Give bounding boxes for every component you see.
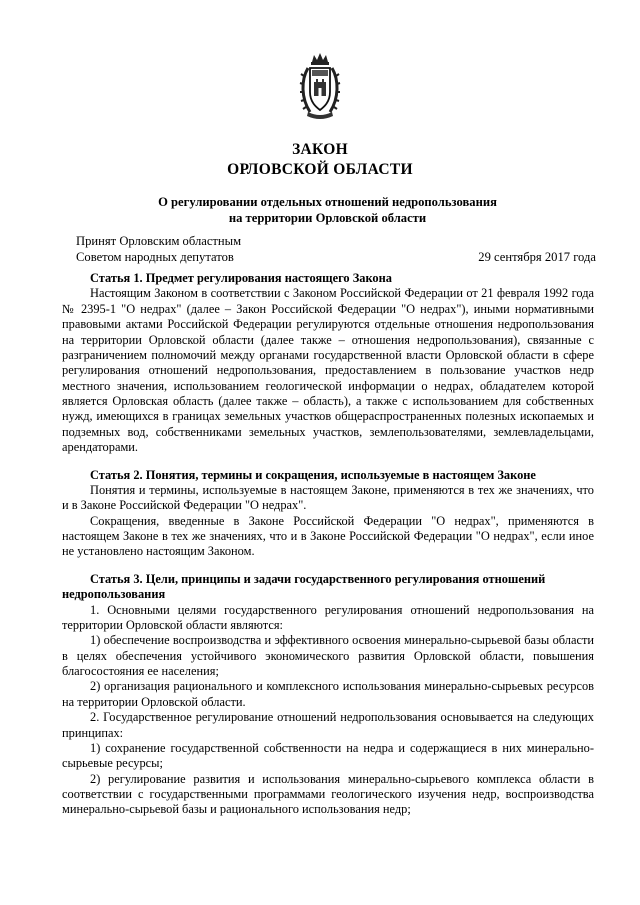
law-subtitle xyxy=(60,194,595,227)
law-region-title: ОРЛОВСКОЙ ОБЛАСТИ xyxy=(227,161,413,178)
adopted-by-line: Принят Орловским областным xyxy=(76,234,242,248)
law-body xyxy=(62,271,594,818)
adoption-block xyxy=(76,233,596,266)
article-paragraph: Настоящим Законом в соответствии с Законом Российской Федерации от 21 февраля 1992 года № 2395-1 "О недрах" (далее – Закон Российской Федерации "О недрах"), иными нормативными правовыми актами Российской Федерации регулируются отдельные отношения недропользования на территории Орловской области (далее также – отношения недропользования), связанные с разграничением полномочий между органами государственной власти Орловской области в сфере регулирования отношений недропользования, предоставлением в пользование участков недр местного значения, использованием геологической информации о недрах, обладателем которой является Орловская область (далее также – область), а также с использованием для собственных нужд, имеющихся в границах земельных участков общераспространенных полезных ископаемых и подземных вод, собственниками земельных участков, землепользователями, землевладельцами, арендаторами. xyxy=(62,286,594,455)
adopted-by-line: Советом народных депутатов xyxy=(76,250,234,265)
article-heading: Статья 2. Понятия, термины и сокращения, используемые в настоящем Законе xyxy=(90,467,536,482)
article-paragraph: 2. Государственное регулирование отношений недропользования основывается на следующих принципах: xyxy=(62,710,594,740)
article-heading: Статья 1. Предмет регулирования настоящего Закона xyxy=(90,271,392,285)
coat-of-arms-icon xyxy=(298,52,342,122)
subtitle-line: на территории Орловской области xyxy=(228,211,427,226)
article-paragraph: 1) сохранение государственной собственности на недра и содержащиеся в них минерально-сырьевые ресурсы; xyxy=(62,740,594,771)
article-heading: Статья 3. Цели, принципы и задачи государственного регулирования отношений недропользования xyxy=(62,571,546,602)
law-title: ЗАКОН xyxy=(292,141,348,158)
adoption-date: 29 сентября 2017 года xyxy=(478,250,596,265)
article-paragraph: 1) обеспечение воспроизводства и эффективного освоения минерально-сырьевой базы области в целях обеспечения устойчивого экономического развития Орловской области, повышения благосостояния ее населения; xyxy=(62,633,594,678)
article-paragraph: 2) регулирование развития и использования минерально-сырьевого комплекса области в соответствии с государственными программами геологического изучения недр, воспроизводства минерально-сырьевой базы и рационального использования недр; xyxy=(62,771,594,817)
article-paragraph: 1. Основными целями государственного регулирования отношений недропользования на территории Орловской области являются: xyxy=(62,602,594,632)
subtitle-line: О регулировании отдельных отношений недропользования xyxy=(158,195,497,209)
article-paragraph: Сокращения, введенные в Законе Российской Федерации "О недрах", применяются в настоящем Законе в тех же значениях, что и в Законе Российской Федерации "О недрах", если иное не установлено настоящим Законом. xyxy=(62,513,594,559)
article-paragraph: Понятия и термины, используемые в настоящем Законе, применяются в тех же значениях, что и в Законе Российской Федерации "О недрах". xyxy=(62,482,594,513)
article-paragraph: 2) организация рационального и комплексного использования минерально-сырьевых ресурсов на территории Орловской области. xyxy=(62,679,594,709)
